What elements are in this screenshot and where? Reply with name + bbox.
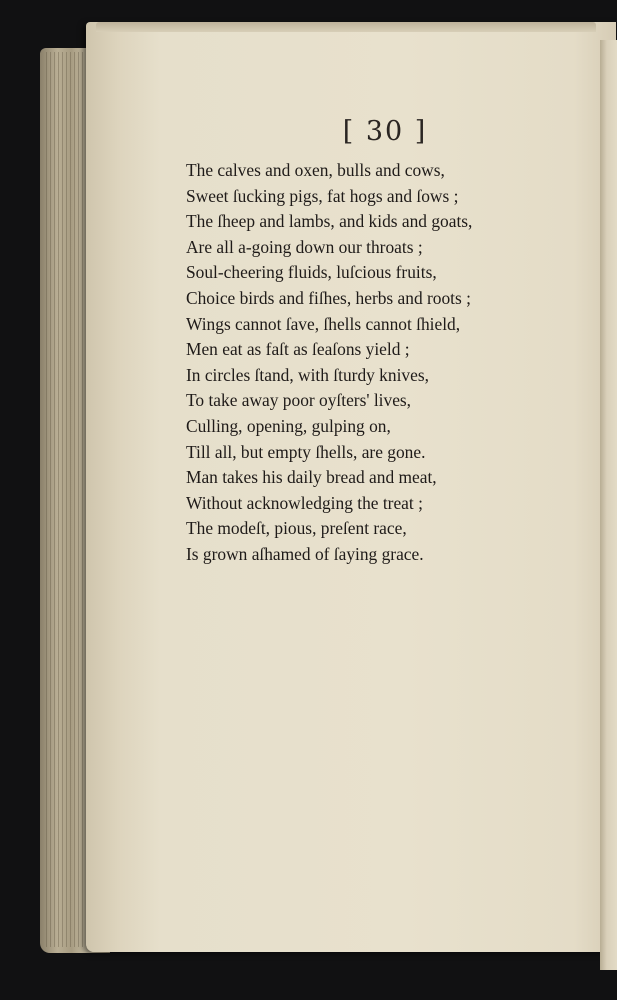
facing-page-edge bbox=[600, 40, 617, 970]
poem-line: Without acknowledging the treat ; bbox=[186, 492, 423, 513]
page-number: [ 30 ] bbox=[342, 116, 428, 147]
poem-line: Man takes his daily bread and meat, bbox=[186, 467, 437, 488]
poem-line: To take away poor oyſters' lives, bbox=[186, 390, 412, 411]
poem-line: The ſheep and lambs, and kids and goats, bbox=[186, 211, 473, 232]
poem-line: Is grown aſhamed of ſaying grace. bbox=[186, 543, 424, 564]
poem-line: Sweet ſucking pigs, fat hogs and ſows ; bbox=[186, 185, 459, 206]
poem-line: Are all a-going down our throats ; bbox=[186, 236, 423, 257]
poem-line: Soul-cheering fluids, luſcious fruits, bbox=[186, 262, 437, 283]
poem-line: In circles ſtand, with ſturdy knives, bbox=[186, 364, 429, 385]
poem-line: Till all, but empty ſhells, are gone. bbox=[186, 441, 426, 462]
poem-text bbox=[186, 158, 596, 568]
poem-line: Wings cannot ſave, ſhells cannot ſhield, bbox=[186, 313, 461, 334]
poem-line: Men eat as faſt as ſeaſons yield ; bbox=[186, 339, 410, 360]
page-top-edge bbox=[96, 22, 596, 32]
poem-line: The calves and oxen, bulls and cows, bbox=[186, 160, 445, 180]
poem-line: Choice birds and fiſhes, herbs and roots ; bbox=[186, 287, 471, 308]
poem-line: The modeſt, pious, preſent race, bbox=[186, 518, 407, 539]
poem-line: Culling, opening, gulping on, bbox=[186, 415, 391, 436]
